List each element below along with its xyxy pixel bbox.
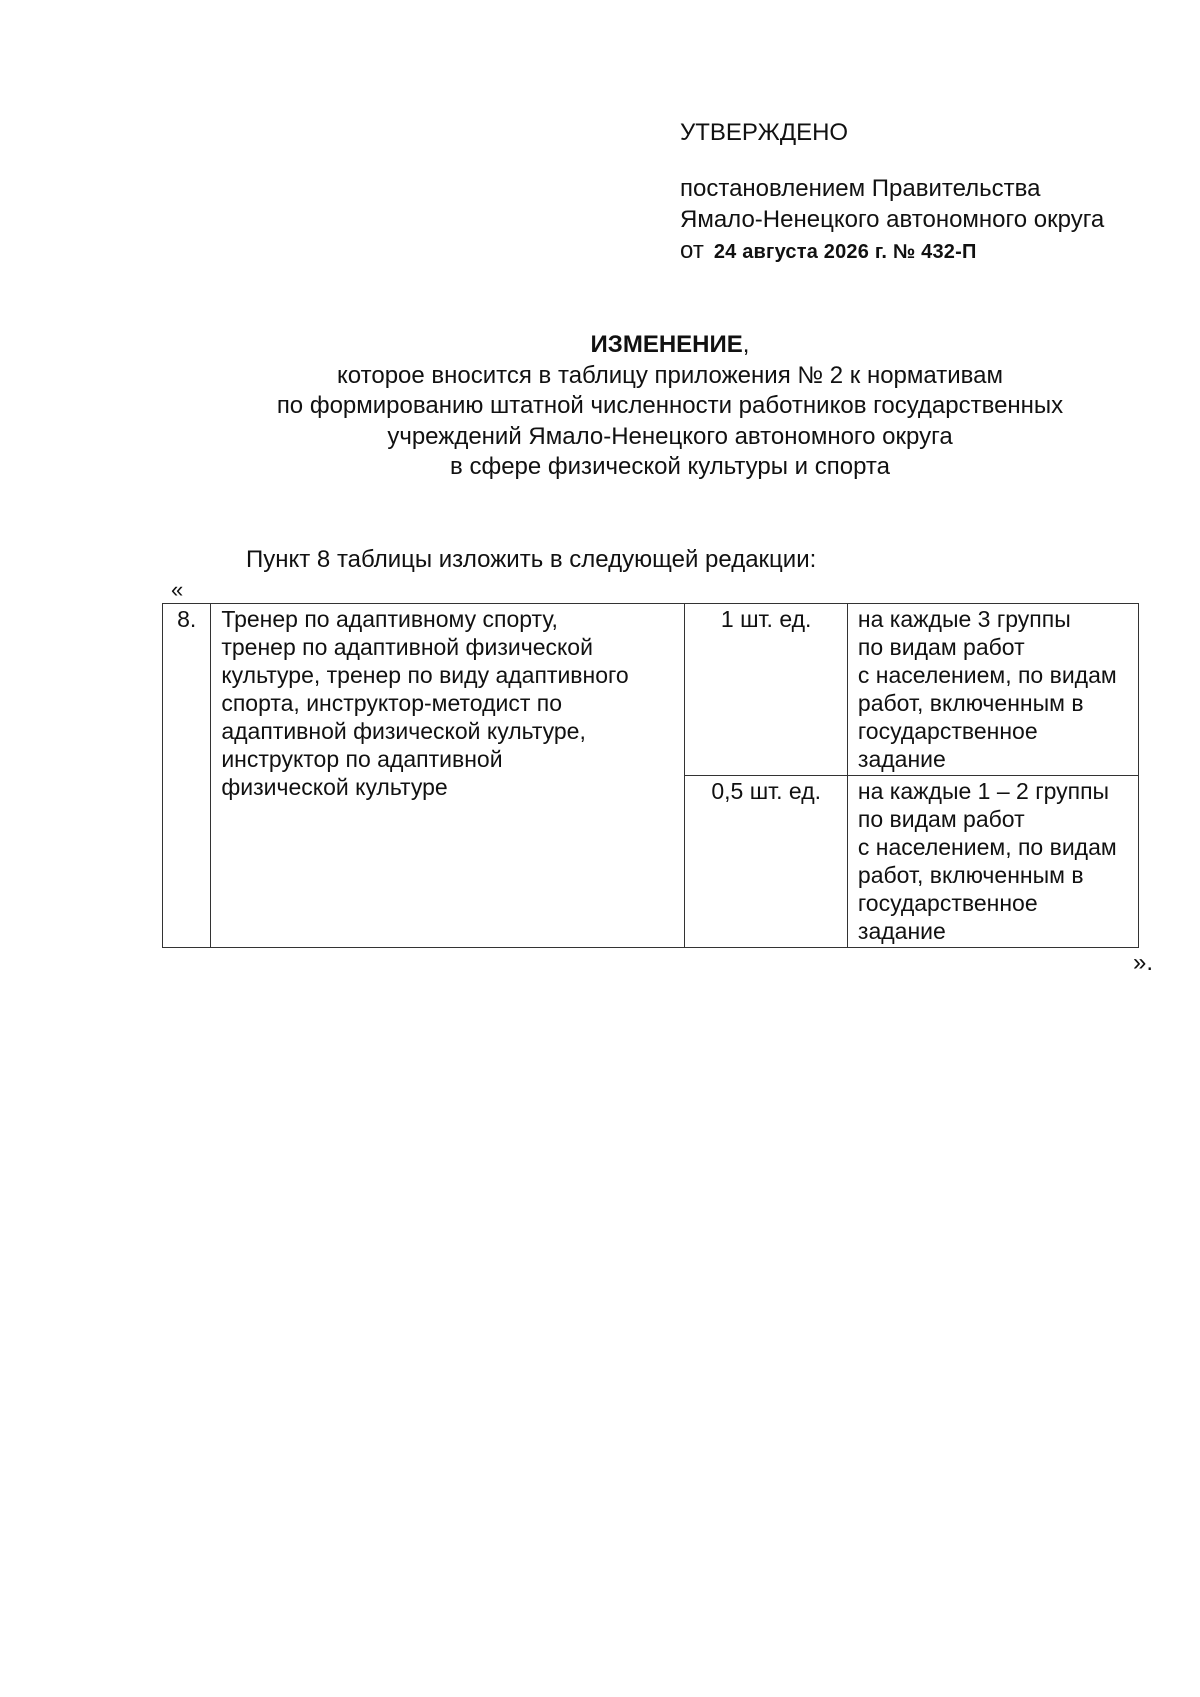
heading-line-2: по формированию штатной численности работников государственных — [276, 392, 1064, 419]
approval-date-line — [680, 235, 1180, 268]
open-quote: « — [171, 577, 184, 602]
heading-line-3: учреждений Ямало-Ненецкого автономного округа — [387, 422, 953, 450]
description-cell: на каждые 3 группы по видам работ с населением, по видам работ, включенным в государственное задание — [847, 604, 1138, 776]
approval-stamp-text: УТВЕРЖДЕНО — [680, 119, 849, 146]
heading-line-1: которое вносится в таблицу приложения № 2 к нормативам — [337, 361, 1003, 389]
item-number: 8. — [163, 604, 211, 948]
approval-line-1: постановлением Правительства — [680, 175, 1041, 202]
heading-title: ИЗМЕНЕНИЕ — [590, 331, 743, 358]
description-cell: на каждые 1 – 2 группы по видам работ с населением, по видам работ, включенным в государственное задание — [847, 776, 1138, 948]
heading-title-suffix: , — [742, 331, 750, 358]
heading-title-line — [160, 330, 1180, 361]
approval-date: 24 августа 2026 г. № 432-П — [713, 241, 977, 263]
close-quote: ». — [1133, 949, 1154, 976]
quantity-cell: 0,5 шт. ед. — [685, 776, 847, 948]
intro-paragraph: Пункт 8 таблицы изложить в следующей редакции: — [246, 546, 817, 573]
approval-block — [680, 117, 1180, 268]
approval-line-2: Ямало-Ненецкого автономного округа — [680, 206, 1105, 233]
position-list: Тренер по адаптивному спорту, тренер по адаптивной физической культуре, тренер по виду адаптивного спорта, инструктор-методист по адаптивной физической культуре, инструктор по адаптивной физической культуре — [211, 604, 685, 948]
quantity-cell: 1 шт. ед. — [685, 604, 847, 776]
heading-line-4: в сфере физической культуры и спорта — [450, 453, 890, 480]
norm-table — [162, 603, 1139, 948]
table-row — [163, 604, 1139, 776]
date-prefix: от — [680, 237, 704, 264]
document-heading — [160, 330, 1180, 483]
